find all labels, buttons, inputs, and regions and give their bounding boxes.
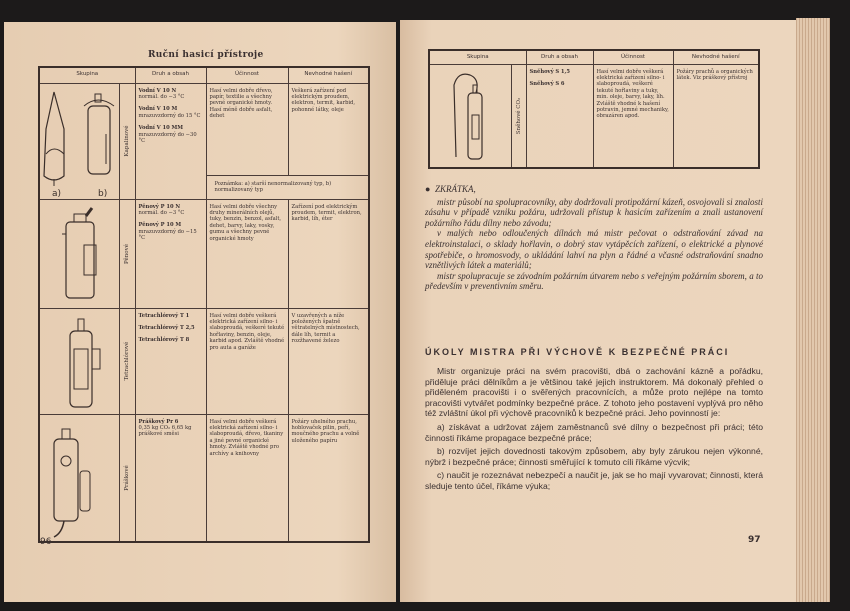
extinguisher-table-continued — [428, 49, 760, 169]
label-b: b) — [98, 188, 108, 199]
summary-paragraph: v malých nebo odloučených dílnách má mistr pečovat o odstraňování závad na elektroinstalaci, o sklady hořlavin, o dobrý stav vytápěcích zařízení, o elektrické a plynové spotřebiče, o hromosvody, o ukládání lahví na plyn a řádné a včasné odstraňování snadno vznětlivých látek a materiálů; — [425, 228, 763, 271]
type-name: Tetrachlórový T 2,5 — [138, 324, 195, 331]
type-desc: normál. do −3 °C — [138, 209, 185, 216]
bullet-icon: ● — [425, 184, 431, 194]
unsuitable-cell: Veškerá zařízení pod elektrickým proudem, elektron, termit, karbid, pohonné látky, oleje — [288, 83, 369, 175]
type-name: Vodní V 10 N — [138, 87, 177, 94]
type-desc: 0,35 kg CO₂ 6,65 kg práškové směsi — [138, 424, 192, 438]
extinguisher-illustration-tetrachlor — [39, 308, 119, 414]
type-name: Tetrachlórový T 1 — [138, 312, 190, 319]
header-unsuitable: Nevhodné hašení — [673, 50, 759, 64]
extinguisher-illustration-foam — [39, 199, 119, 308]
type-name: Práškový Pr 6 — [138, 418, 179, 425]
list-item: b) rozvíjet jejich dovednosti takovým způsobem, aby byly zárukou nejen výkonné, nýbrž i bezpečné práce; činnosti směřující k tomuto cíli říkáme výcvik; — [425, 446, 763, 467]
extinguisher-illustration-powder — [39, 414, 119, 542]
extinguisher-icon — [40, 415, 120, 543]
summary-paragraph: mistr spolupracuje se závodním požárním útvarem nebo s veřejným požárním sborem, a to především v preventivním směru. — [425, 270, 763, 292]
type-cell — [135, 414, 206, 542]
label-a: a) — [52, 188, 62, 199]
header-type: Druh a obsah — [526, 50, 593, 64]
table-title: Ruční hasicí přístroje — [148, 50, 264, 60]
header-unsuitable: Nevhodné hašení — [288, 67, 369, 83]
header-group: Skupina — [39, 67, 135, 83]
page-number-left: 96 — [40, 537, 52, 547]
table-row — [39, 308, 369, 414]
table-row — [429, 64, 759, 168]
section-body — [425, 366, 763, 492]
effect-cell: Hasí velmi dobře veškerá elektrická zařízení silno- i slaboproudá, veškeré tekuté hořlaviny a tuky, min. oleje, barvy, laky, líh. Zvláště vhodné k hašení potravin, jemné mechaniky, obrazáren apod. — [593, 64, 673, 168]
type-name: Vodní V 10 M — [138, 106, 178, 113]
type-name: Vodní V 10 MM — [138, 125, 184, 132]
section-heading: ÚKOLY MISTRA PŘI VÝCHOVĚ K BEZPEČNÉ PRÁCI — [425, 347, 730, 357]
paragraph: Mistr organizuje práci na svém pracovišti, dbá o zachování kázně a pořádku, přiděluje práci dělníkům a je většinou také jejich instruktorem. Má dokonalý přehled o přiděleném pracovišti i o svěřených pracovnících, a může proto nejlépe na tomto pracovišti vytvářet podmínky bezpečné práce. Z tohoto jeho postavení vyplývá pro něho též zvláštní úkol při výchově pracovníků k bezpečné práci. Jeho povinností je: — [425, 366, 763, 419]
list-item: a) získávat a udržovat zájem zaměstnanců své dílny o bezpečnost při práci; této činnosti říkáme propagace bezpečné práce; — [425, 421, 763, 443]
group-label: Tetrachlórové — [123, 341, 130, 381]
type-name: Sněhový S 6 — [529, 80, 565, 87]
group-label: Kapalinové — [123, 125, 130, 157]
unsuitable-cell: Požáry prachů a organických látek. Viz práškový přístroj — [673, 64, 759, 168]
group-label: Práškové — [123, 465, 130, 491]
page-number-right: 97 — [748, 535, 761, 545]
extinguisher-icon — [40, 309, 120, 415]
page-edges — [796, 18, 830, 602]
extinguisher-icon — [40, 84, 120, 199]
effect-cell: Hasí velmi dobře všechny druhy minerálních olejů, tuky, benzin, benzol, asfalt, dehet, barvy, laky, vosky, gumu a všechny pevné organické hmoty — [206, 199, 288, 308]
extinguisher-icon — [40, 200, 120, 309]
summary-section — [425, 184, 763, 292]
type-cell — [526, 64, 593, 168]
header-group: Skupina — [429, 50, 526, 64]
effect-cell: Hasí velmi dobře veškerá elektrická zařízení silno- i slaboproudá, veškeré tekuté hořlaviny, benzin, oleje, karbid apod. Zvláště vhodné pro auta a garáže — [206, 308, 288, 414]
summary-paragraph: mistr působí na spolupracovníky, aby dodržovali protipožární kázeň, osvojovali si znalosti zásahu v případě vzniku požáru, udržovali přístup k hasicím zařízením a znali ustanovení požárního řádu dílny nebo závodu; — [425, 196, 763, 228]
note-cell: Poznámka: a) starší nenormalizovaný typ, b) normalizovaný typ — [206, 175, 369, 199]
group-label: Pěnové — [123, 243, 130, 264]
group-label: Sněhové CO₂ — [515, 97, 522, 134]
summary-heading: ZKRÁTKA, — [434, 184, 476, 194]
type-name: Pěnový P 10 N — [138, 203, 181, 210]
table-row — [39, 199, 369, 308]
header-effect: Účinnost — [593, 50, 673, 64]
extinguisher-illustration-co2 — [429, 64, 511, 168]
header-effect: Účinnost — [206, 67, 288, 83]
type-cell — [135, 199, 206, 308]
extinguisher-icon — [430, 65, 512, 169]
extinguisher-illustration-liquid — [39, 83, 119, 199]
type-cell — [135, 308, 206, 414]
type-cell — [135, 83, 206, 199]
header-type: Druh a obsah — [135, 67, 206, 83]
unsuitable-cell: V uzavřených a níže položených špatně větratelných místnostech, dále líh, termit a rozžhavené železo — [288, 308, 369, 414]
type-name: Sněhový S 1,5 — [529, 68, 570, 75]
effect-cell: Hasí velmi dobře dřevo, papír, textilie a všechny pevné organické hmoty. Hasí méně dobře asfalt, dehet — [206, 83, 288, 175]
type-desc: normál. do −3 °C — [138, 93, 185, 100]
type-name: Pěnový P 10 M — [138, 222, 182, 229]
type-desc: mrazuvzdorný do −15 °C — [138, 228, 197, 242]
effect-cell: Hasí velmi dobře veškerá elektrická zařízení silno- i slaboproudá, dřevo, tkaniny a jiné pevné organické hmoty. Zvláště vhodné pro archívy a knihovny — [206, 414, 288, 542]
unsuitable-cell: Požáry uhelného prachu, hoblovaček pilin, peří, moučného prachu a volně uloženého papíru — [288, 414, 369, 542]
unsuitable-cell: Zařízení pod elektrickým proudem, termit, elektron, karbid, líh, éter — [288, 199, 369, 308]
type-desc: mrazuvzdorný do −30 °C — [138, 131, 197, 144]
type-name: Tetrachlórový T 8 — [138, 337, 190, 344]
extinguisher-table — [38, 66, 370, 543]
table-row — [39, 414, 369, 542]
type-desc: mrazuvzdorný do 15 °C — [138, 112, 201, 119]
table-row — [39, 83, 369, 175]
list-item: c) naučit je rozeznávat nebezpečí a naučit je, jak se ho mají vyvarovat; činnosti, která sleduje tento účel, říkáme výuka; — [425, 470, 763, 491]
